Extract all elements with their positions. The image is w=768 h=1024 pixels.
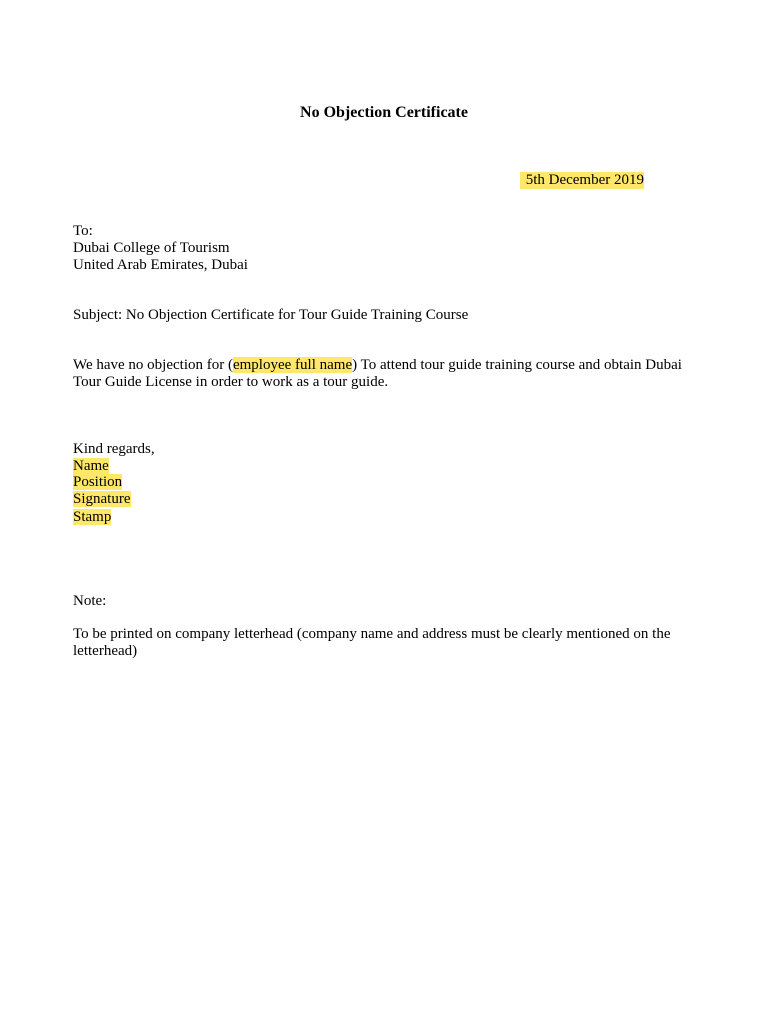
note-text: To be printed on company letterhead (company name and address must be clearly mentioned on the letterhead): [73, 626, 671, 659]
document-title: No Objection Certificate: [300, 104, 468, 121]
employee-name-placeholder: employee full name: [232, 357, 353, 373]
body-paragraph: [73, 357, 698, 391]
closing-name: [73, 458, 109, 475]
recipient-line-1: Dubai College of Tourism: [73, 240, 230, 256]
closing-signature-placeholder: Signature: [73, 491, 131, 507]
closing-stamp: [73, 509, 111, 526]
recipient-line-2: United Arab Emirates, Dubai: [73, 257, 248, 273]
body-text-before: We have no objection for (: [73, 357, 233, 373]
subject-line: Subject: No Objection Certificate for Tour Guide Training Course: [73, 307, 469, 323]
body-text-after: ) To attend tour guide training course and obtain Dubai Tour Guide License in order to work as a tour guide.: [73, 357, 682, 390]
note-label: Note:: [73, 593, 107, 609]
closing-regards: Kind regards,: [73, 441, 155, 457]
closing-signature: [73, 491, 131, 508]
closing-stamp-placeholder: Stamp: [73, 509, 112, 525]
closing-position: [73, 474, 122, 491]
recipient-to-label: To:: [73, 223, 93, 239]
closing-name-placeholder: Name: [73, 458, 109, 474]
document-date: 5th December 2019: [520, 172, 644, 189]
closing-position-placeholder: Position: [73, 474, 123, 490]
